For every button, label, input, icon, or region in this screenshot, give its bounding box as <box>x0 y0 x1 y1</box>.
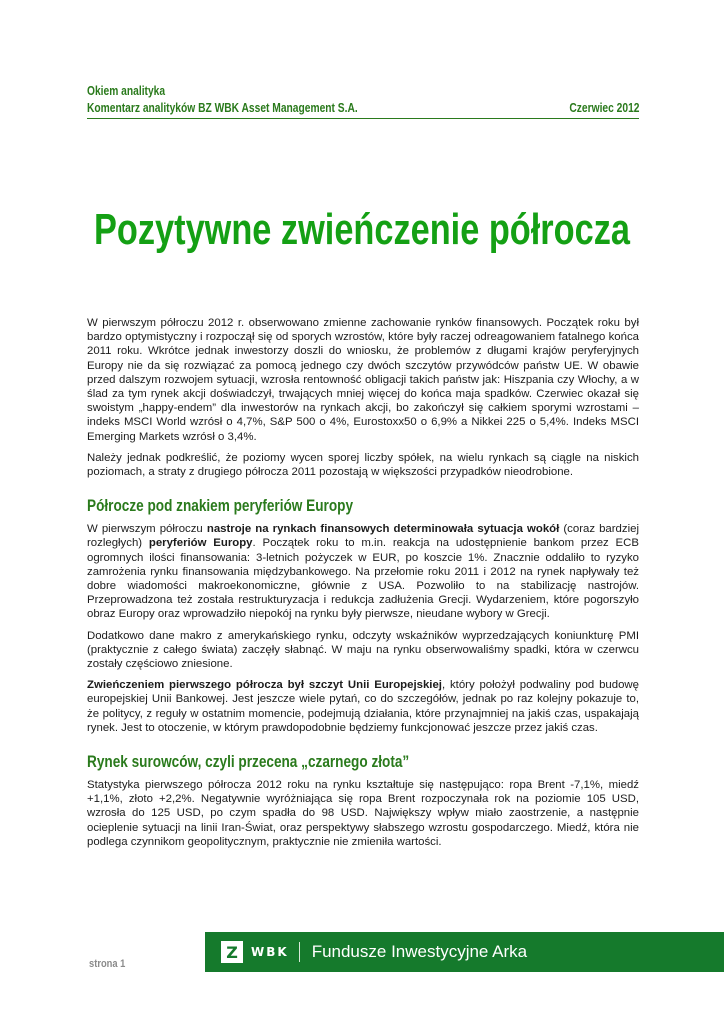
europe-paragraph-2: Dodatkowo dane makro z amerykańskiego rynku, odczyty wskaźników wyprzedzających koniunkturę PMI (praktycznie z całego świata) zaczęły słabnąć. W maju na rynku obserwowaliśmy spadki, która w czerwcu zostały częściowo zniesione. <box>87 629 639 671</box>
header-section-label: Okiem analityka <box>87 84 166 98</box>
section-heading-europe: Półrocze pod znakiem peryferiów Europy <box>87 496 354 516</box>
document-header <box>87 84 639 119</box>
bold-run: nastroje na rynkach finansowych determinowała sytuacja wokół <box>206 523 560 536</box>
header-date: Czerwiec 2012 <box>568 101 639 115</box>
intro-paragraph-2: Należy jednak podkreślić, że poziomy wycen sporej liczby spółek, na wielu rynkach są ciągle na niskich poziomach, a straty z drugiego półrocza 2011 pozostają w większości przypadków nieodrobione. <box>87 451 639 479</box>
wbk-logo-text: WBK <box>251 945 289 959</box>
divider <box>299 942 300 962</box>
text-run: W pierwszym półroczu <box>87 523 207 536</box>
commodities-paragraph-1: Statystyka pierwszego półrocza 2012 roku na rynku kształtuje się następująco: ropa Brent -7,1%, miedź +1,1%, złoto +2,2%. Negatywnie wyróżniająca się ropa Brent rozpoczynała rok na poziomie 105 USD, wzrosła do 125 USD, po czym spadła do 98 USD. Największy wpływ miało zaostrzenie, a następnie ocieplenie sytuacji na linii Iran-Świat, oraz perspektywy słabszego wzrostu gospodarczego. Miedź, która nie podlega czynnikom geopolitycznym, praktycznie nie zmieniła wartości. <box>87 779 639 848</box>
header-row <box>87 101 639 119</box>
article-body <box>87 316 639 856</box>
header-subtitle: Komentarz analityków BZ WBK Asset Management S.A. <box>87 101 358 115</box>
page-title: Pozytywne zwieńczenie półrocza <box>94 205 630 254</box>
section-heading-commodities: Rynek surowców, czyli przecena „czarnego złota” <box>87 752 410 772</box>
footer-tagline: Fundusze Inwestycyjne Arka <box>311 942 528 961</box>
footer-brand-bar <box>205 932 724 972</box>
europe-paragraph-3 <box>87 678 639 735</box>
text-run: . Początek roku to m.in. reakcja na udostępnienie bankom przez ECB ogromnych ilości finansowania: 3-letnich pożyczek w EUR, po koszcie 1%. Znacznie oddaliło to ryzyko zamrożenia rynku finansowania międzybankowego. Na przełomie roku 2011 i 2012 na rynek napływały też dobre wiadomości makroekonomiczne, głównie z USA. Pozwoliło to na stabilizację nastrojów. Przeprowadzona też została restrukturyzacja i redukcja zadłużenia Grecji. Wydarzeniem, które pogorszyło obraz Europy oraz wprowadziło niepokój na rynku były pierwsze, nieudane wybory w Grecji. <box>87 537 639 621</box>
text-run: , który położył podwaliny pod budowę europejskiej Unii Bankowej. Jest jeszcze wiele pytań, co do szczegółów, jednak po raz kolejny pokazuje to, że politycy, z reguły w ostatnim momencie, podejmują działania, które przynajmniej na jakiś czas, uspakajają rynek. Jest to otoczenie, w którym prawdopodobnie będziemy funkcjonować jeszcze przez jakiś czas. <box>87 679 639 734</box>
intro-paragraph-1: W pierwszym półroczu 2012 r. obserwowano zmienne zachowanie rynków finansowych. Początek roku był bardzo optymistyczny i rozpoczął się od sporych wzrostów, które były raczej odreagowaniem fatalnego końca 2011 roku. Wkrótce jednak inwestorzy doszli do wniosku, że problemów z długami krajów peryferyjnych Europy nie da się rozwiązać za pomocą jednego czy dwóch szczytów przywódców państw UE. W obawie przed dalszym rozwojem sytuacji, wzrosła rentowność obligacji takich państw jak: Hiszpania czy Włochy, a w ślad za tym rynek akcji doświadczył, trwających mniej więcej do końca maja spadków. Czerwiec okazał się swoistym „happy-endem” dla inwestorów na rynkach akcji, bo zakończył się całkiem sporymi wzrostami – indeks MSCI World wzrósł o 4,7%, S&P 500 o 4%, Eurostoxx50 o 6,9% a Nikkei 225 o 5,4%. Indeks MSCI Emerging Markets wzrósł o 3,4%. <box>87 317 639 443</box>
bold-run: Zwieńczeniem pierwszego półrocza był szczyt Unii Europejskiej <box>87 679 442 692</box>
bold-run: peryferiów Europy <box>148 537 253 550</box>
europe-paragraph-1 <box>87 522 639 621</box>
page-number: strona 1 <box>89 958 126 970</box>
bz-logo-icon: Z <box>221 941 243 963</box>
text-run: (coraz bardziej rozległych) <box>87 523 639 550</box>
